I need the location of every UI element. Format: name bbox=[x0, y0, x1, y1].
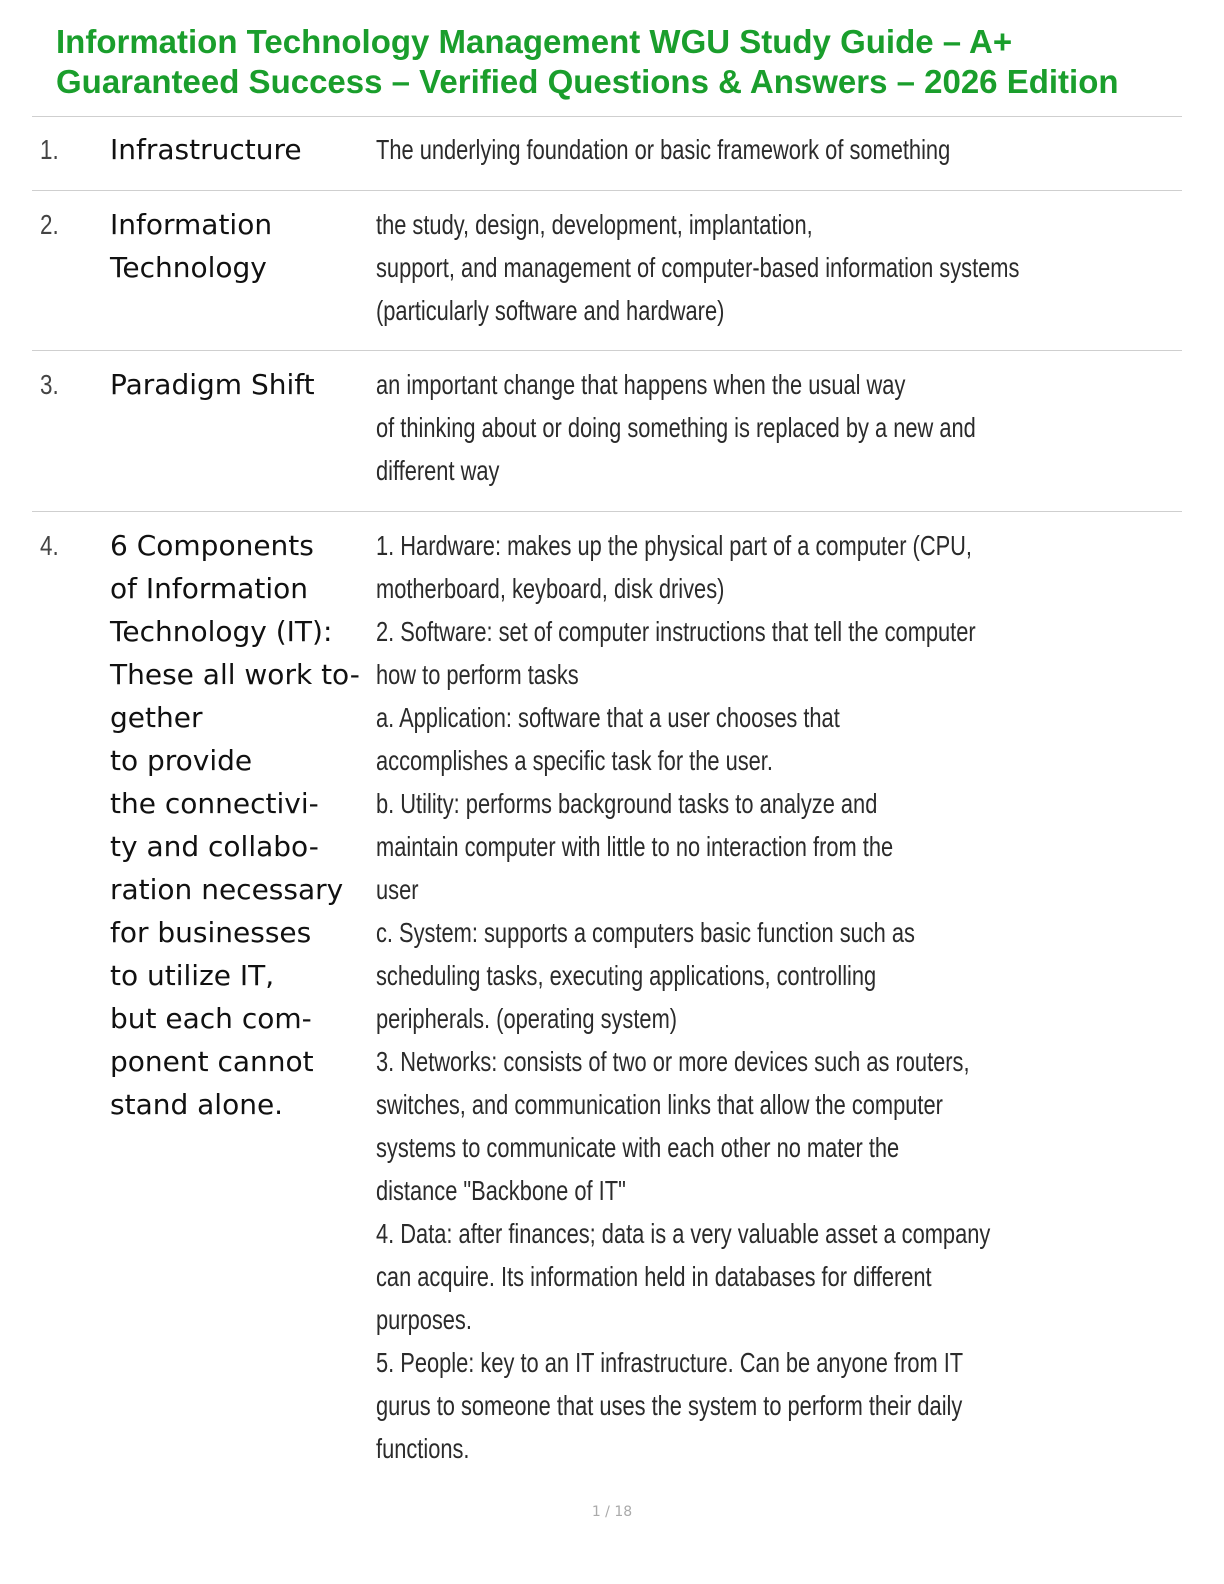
definition-line: can acquire. Its information held in databases for different bbox=[376, 1261, 932, 1292]
term-line: gether bbox=[110, 701, 203, 734]
definition-line: (particularly software and hardware) bbox=[376, 295, 725, 326]
definition-line: support, and management of computer-based information systems bbox=[376, 252, 1020, 283]
entry-definition bbox=[376, 363, 1176, 492]
term-line: These all work to- bbox=[110, 658, 360, 691]
term-line: to utilize IT, bbox=[110, 959, 275, 992]
term-line: ration necessary bbox=[110, 873, 344, 906]
definition-line: the study, design, development, implantation, bbox=[376, 209, 813, 240]
entry-definition bbox=[376, 128, 1176, 171]
definition-line: c. System: supports a computers basic function such as bbox=[376, 917, 915, 948]
definition-line: functions. bbox=[376, 1433, 470, 1464]
entry-definition bbox=[376, 203, 1176, 332]
entry-term bbox=[110, 524, 372, 1126]
definition-line: distance "Backbone of IT" bbox=[376, 1175, 626, 1206]
definition-line: maintain computer with little to no interaction from the bbox=[376, 831, 894, 862]
entry-number: 4. bbox=[40, 530, 59, 561]
definition-line: The underlying foundation or basic framework of something bbox=[376, 134, 951, 165]
definition-line: accomplishes a specific task for the user. bbox=[376, 745, 773, 776]
definition-line: 4. Data: after finances; data is a very valuable asset a company bbox=[376, 1218, 991, 1249]
term-line: 6 Components bbox=[110, 529, 314, 562]
definition-line: how to perform tasks bbox=[376, 659, 579, 690]
title-line-1: Information Technology Management WGU Study Guide – A+ bbox=[56, 23, 1013, 60]
definition-line: of thinking about or doing something is replaced by a new and bbox=[376, 412, 976, 443]
term-line: ty and collabo- bbox=[110, 830, 319, 863]
entry-definition bbox=[376, 524, 1176, 1470]
definition-line: b. Utility: performs background tasks to analyze and bbox=[376, 788, 878, 819]
definition-line: switches, and communication links that allow the computer bbox=[376, 1089, 943, 1120]
definition-line: a. Application: software that a user chooses that bbox=[376, 702, 840, 733]
term-line: stand alone. bbox=[110, 1088, 284, 1121]
definition-line: different way bbox=[376, 455, 500, 486]
term-line: Technology (IT): bbox=[110, 615, 333, 648]
term-line: the connectivi- bbox=[110, 787, 319, 820]
entry-number: 1. bbox=[40, 134, 59, 165]
definition-line: 3. Networks: consists of two or more devices such as routers, bbox=[376, 1046, 970, 1077]
definition-line: scheduling tasks, executing applications, controlling bbox=[376, 960, 877, 991]
definition-line: purposes. bbox=[376, 1304, 472, 1335]
page-number: 1 / 18 bbox=[591, 1504, 633, 1520]
definition-line: peripherals. (operating system) bbox=[376, 1003, 678, 1034]
term-line: for businesses bbox=[110, 916, 312, 949]
entry-term bbox=[110, 363, 372, 406]
definition-line: gurus to someone that uses the system to perform their daily bbox=[376, 1390, 963, 1421]
term-line: of Information bbox=[110, 572, 308, 605]
definition-line: an important change that happens when the usual way bbox=[376, 369, 906, 400]
entry-term bbox=[110, 128, 372, 171]
term-line: but each com- bbox=[110, 1002, 312, 1035]
entry-number: 2. bbox=[40, 209, 59, 240]
term-line: Technology bbox=[110, 251, 267, 284]
term-line: Infrastructure bbox=[110, 133, 302, 166]
entry-term bbox=[110, 203, 372, 289]
divider bbox=[32, 116, 1182, 117]
definition-line: user bbox=[376, 874, 419, 905]
divider bbox=[32, 511, 1182, 512]
term-line: ponent cannot bbox=[110, 1045, 314, 1078]
definition-line: 5. People: key to an IT infrastructure. Can be anyone from IT bbox=[376, 1347, 964, 1378]
entry-number: 3. bbox=[40, 369, 59, 400]
divider bbox=[32, 350, 1182, 351]
definition-line: 2. Software: set of computer instructions that tell the computer bbox=[376, 616, 976, 647]
definition-line: motherboard, keyboard, disk drives) bbox=[376, 573, 725, 604]
term-line: Information bbox=[110, 208, 273, 241]
term-line: to provide bbox=[110, 744, 253, 777]
definition-line: 1. Hardware: makes up the physical part of a computer (CPU, bbox=[376, 530, 973, 561]
term-line: Paradigm Shift bbox=[110, 368, 315, 401]
divider bbox=[32, 190, 1182, 191]
document-title bbox=[56, 22, 1216, 102]
title-line-2: Guaranteed Success – Verified Questions & Answers – 2026 Edition bbox=[56, 63, 1119, 100]
definition-line: systems to communicate with each other no mater the bbox=[376, 1132, 900, 1163]
